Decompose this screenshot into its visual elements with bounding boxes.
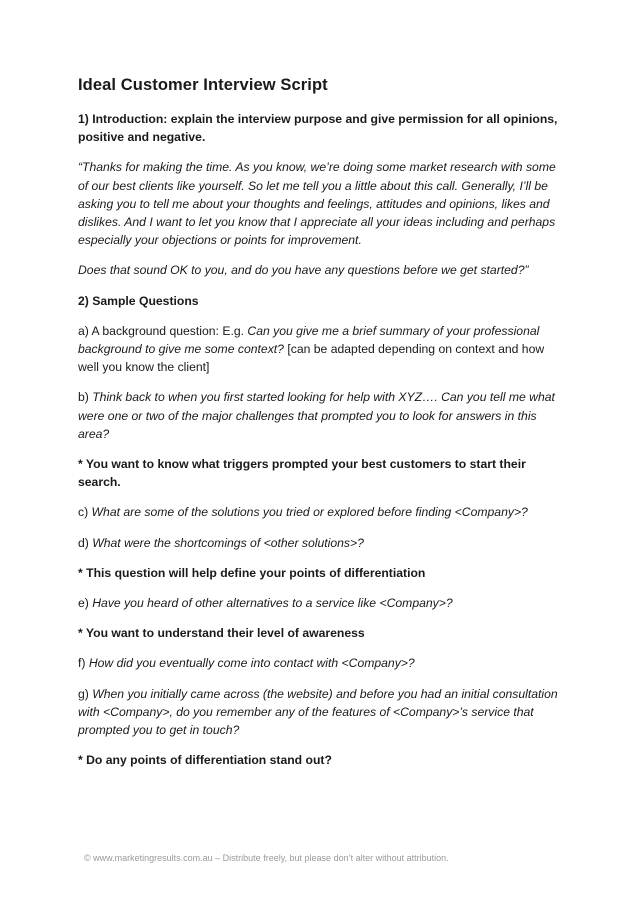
- question-f-prefix: f): [78, 656, 89, 671]
- note-stand-out: * Do any points of differentiation stand out?: [78, 753, 332, 768]
- question-g: [78, 685, 568, 740]
- question-c-prefix: c): [78, 505, 92, 520]
- question-g-text: When you initially came across (the website) and before you had an initial consultation with <Company>, do you remember any of the features of <Company>’s service that prompted you to get in touch?: [78, 686, 558, 738]
- footer-attribution: © www.marketingresults.com.au – Distribute freely, but please don’t alter without attribution.: [84, 853, 449, 863]
- question-a: [78, 322, 568, 377]
- document-title: Ideal Customer Interview Script: [78, 76, 328, 94]
- question-d: [78, 534, 568, 552]
- question-c-text: What are some of the solutions you tried or explored before finding <Company>?: [91, 505, 528, 520]
- question-f-text: How did you eventually come into contact with <Company>?: [88, 656, 415, 671]
- question-e-text: Have you heard of other alternatives to a service like <Company>?: [92, 596, 453, 611]
- question-e: [78, 594, 568, 612]
- document-page: [78, 76, 568, 781]
- intro-quote-paragraph-2: Does that sound OK to you, and do you have any questions before we get started?”: [78, 263, 529, 278]
- question-g-prefix: g): [78, 686, 93, 701]
- note-triggers: * You want to know what triggers prompted your best customers to start their search.: [78, 457, 526, 490]
- question-d-prefix: d): [78, 535, 93, 550]
- question-b-text: Think back to when you first started looking for help with XYZ…. Can you tell me what were one or two of the major challenges that prompted you to look for answers in this area?: [78, 390, 555, 441]
- intro-quote-paragraph-1: “Thanks for making the time. As you know, we’re doing some market research with some of our best clients like yourself. So let me tell you a little about this call. Generally, I’ll be asking you to tell me about your thoughts and feelings, attitudes and opinions, likes and dislikes. And I want to let you know that I appreciate all your ideas including and perhaps especially your objections or points for improvement.: [78, 160, 556, 248]
- question-e-prefix: e): [78, 596, 93, 611]
- question-a-note: [can be adapted depending on context and how well you know the client]: [78, 342, 545, 375]
- question-b: [78, 388, 568, 443]
- question-b-prefix: b): [78, 390, 93, 405]
- question-c: [78, 503, 568, 521]
- question-f: [78, 654, 568, 672]
- note-awareness: * You want to understand their level of awareness: [78, 626, 365, 641]
- section-2-heading: 2) Sample Questions: [78, 293, 199, 308]
- question-d-text: What were the shortcomings of <other solutions>?: [92, 535, 364, 550]
- section-1-heading: 1) Introduction: explain the interview purpose and give permission for all opinions, positive and negative.: [78, 112, 558, 145]
- note-differentiation: * This question will help define your points of differentiation: [78, 565, 426, 580]
- question-a-text: Can you give me a brief summary of your professional background to give me some context?: [78, 323, 540, 357]
- question-a-prefix: a) A background question: E.g.: [78, 323, 248, 338]
